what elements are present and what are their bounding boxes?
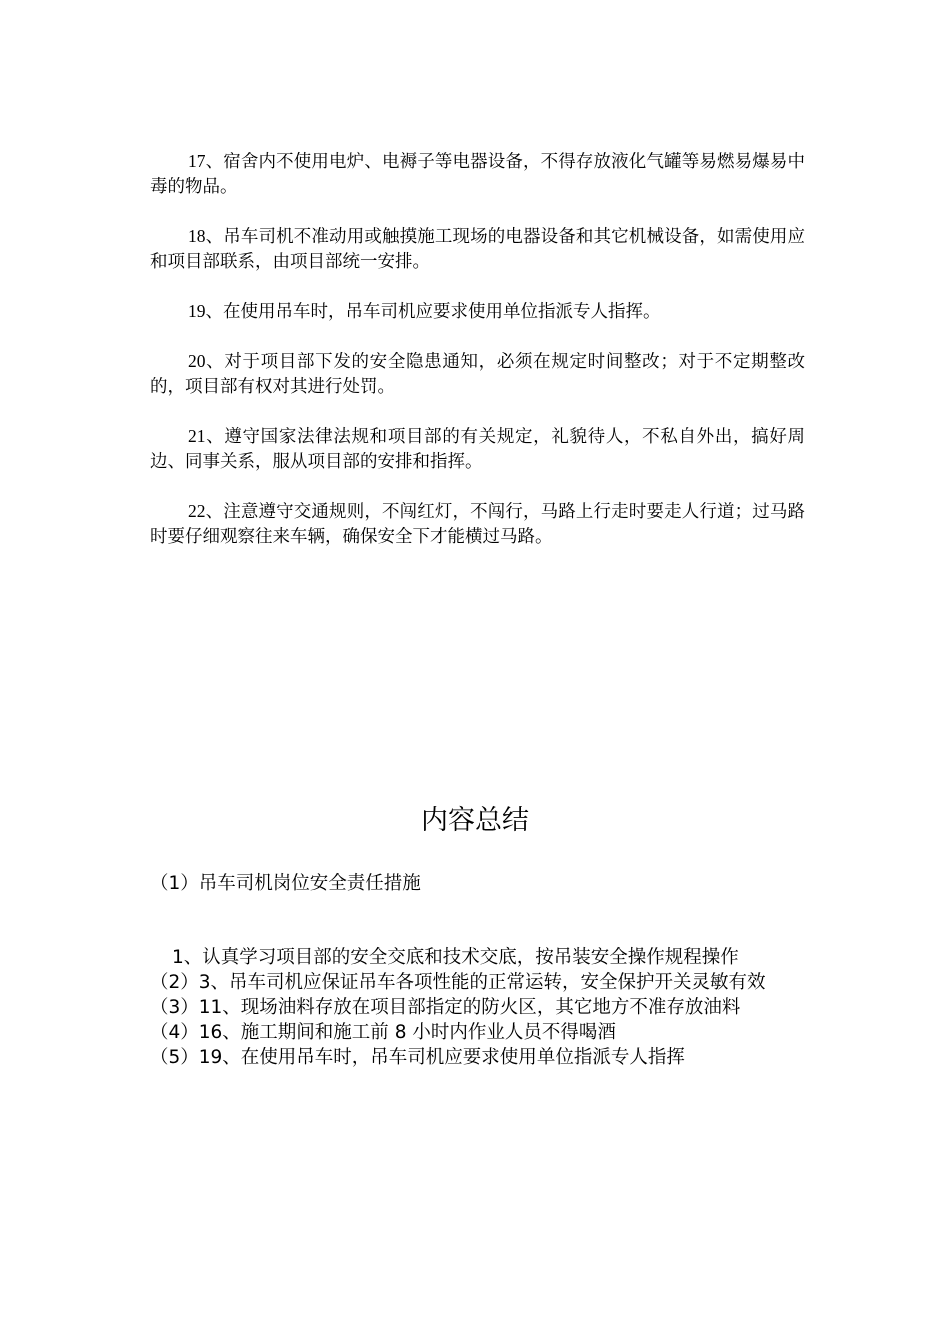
summary-title: 内容总结 <box>421 805 529 836</box>
rule-text: 、吊车司机不准动用或触摸施工现场的电器设备和其它机械设备，如需使用应和项目部联系，由项目部统一安排。 <box>150 227 805 272</box>
rule-number: 19 <box>188 301 206 321</box>
summary-item: 1、认真学习项目部的安全交底和技术交底，按吊装安全操作规程操作 <box>172 947 739 968</box>
rule-number: 17 <box>188 151 206 171</box>
summary-item: （5）19、在使用吊车时，吊车司机应要求使用单位指派专人指挥 <box>150 1047 685 1068</box>
summary-item: （4）16、施工期间和施工前 8 小时内作业人员不得喝酒 <box>150 1022 616 1043</box>
rule-paragraph <box>150 424 805 475</box>
rule-paragraph <box>150 499 805 550</box>
rule-text: 、在使用吊车时，吊车司机应要求使用单位指派专人指挥。 <box>205 302 661 322</box>
rules-list <box>150 149 805 574</box>
summary-item: （2）3、吊车司机应保证吊车各项性能的正常运转，安全保护开关灵敏有效 <box>150 972 766 993</box>
rule-number: 20 <box>188 351 206 371</box>
rule-text: 、宿舍内不使用电炉、电褥子等电器设备，不得存放液化气罐等易燃易爆易中毒的物品。 <box>150 152 805 197</box>
rule-paragraph <box>150 349 805 400</box>
rule-number: 22 <box>188 501 206 521</box>
summary-list <box>150 945 800 1070</box>
rule-text: 、对于项目部下发的安全隐患通知，必须在规定时间整改；对于不定期整改的，项目部有权对其进行处罚。 <box>150 352 805 397</box>
rule-text: 、注意遵守交通规则，不闯红灯，不闯行，马路上行走时要走人行道；过马路时要仔细观察往来车辆，确保安全下才能横过马路。 <box>150 502 805 547</box>
rule-paragraph <box>150 149 805 200</box>
rule-paragraph <box>150 224 805 275</box>
summary-subtitle: （1）吊车司机岗位安全责任措施 <box>150 873 421 894</box>
summary-item: （3）11、现场油料存放在项目部指定的防火区，其它地方不准存放油料 <box>150 997 741 1018</box>
rule-paragraph <box>150 299 805 325</box>
rule-number: 21 <box>188 426 206 446</box>
rule-text: 、遵守国家法律法规和项目部的有关规定，礼貌待人，不私自外出，搞好周边、同事关系，服从项目部的安排和指挥。 <box>150 427 805 472</box>
rule-number: 18 <box>188 226 206 246</box>
